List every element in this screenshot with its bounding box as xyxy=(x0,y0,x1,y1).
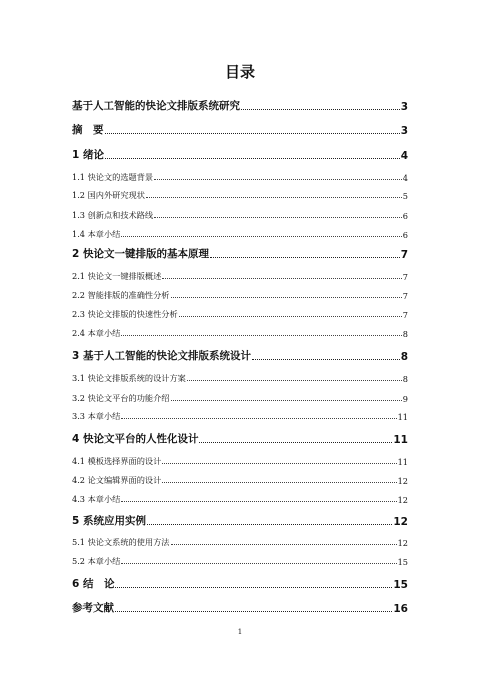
toc-entry-label: 6 结 论 xyxy=(72,578,115,590)
toc-entry-page: 12 xyxy=(397,476,408,486)
toc-entry-page: 9 xyxy=(402,394,408,404)
toc-entry-page: 3 xyxy=(400,125,408,137)
toc-entry-page: 4 xyxy=(400,150,408,162)
toc-entry-page: 11 xyxy=(397,457,408,467)
toc-entry-page: 12 xyxy=(393,516,408,528)
toc-entry-page: 3 xyxy=(400,101,408,113)
toc-entry-page: 15 xyxy=(393,579,408,591)
dot-leader xyxy=(252,359,400,360)
toc-entry[interactable] xyxy=(72,551,408,567)
toc-entry-label: 1.1 快论文的选题背景 xyxy=(72,172,154,182)
toc-entry-page: 11 xyxy=(393,434,408,446)
toc-entry-label: 参考文献 xyxy=(72,602,114,614)
toc-entry-label: 2.2 智能排版的准确性分析 xyxy=(72,290,170,300)
dot-leader xyxy=(105,133,400,134)
toc-entry-page: 7 xyxy=(402,272,408,282)
dot-leader xyxy=(171,297,402,298)
dot-leader xyxy=(162,463,396,464)
toc-entry[interactable] xyxy=(72,146,408,162)
toc-entry-page: 8 xyxy=(402,374,408,384)
toc-entry-label: 1.3 创新点和技术路线 xyxy=(72,210,154,220)
dot-leader xyxy=(147,524,392,525)
toc-entry-label: 4.2 论文编辑界面的设计 xyxy=(72,475,162,485)
dot-leader xyxy=(115,611,392,612)
dot-leader xyxy=(171,544,397,545)
toc-entry-label: 2.3 快论文排版的快速性分析 xyxy=(72,309,178,319)
toc-entry-label: 2 快论文一键排版的基本原理 xyxy=(72,248,209,260)
toc-entry[interactable] xyxy=(72,224,408,240)
dot-leader xyxy=(121,335,401,336)
toc-entry-label: 5 系统应用实例 xyxy=(72,515,146,527)
dot-leader xyxy=(162,278,401,279)
dot-leader xyxy=(105,158,400,159)
toc-entry-page: 15 xyxy=(397,557,408,567)
dot-leader xyxy=(146,197,402,198)
toc-entry[interactable] xyxy=(72,347,408,363)
toc-entry-page: 5 xyxy=(402,191,408,201)
toc-entry-label: 5.2 本章小结 xyxy=(72,556,121,566)
toc-entry[interactable] xyxy=(72,97,408,113)
toc-entry[interactable] xyxy=(72,185,408,201)
toc-entry-page: 7 xyxy=(402,291,408,301)
toc-entry-label: 1.4 本章小结 xyxy=(72,229,121,239)
toc-entry-page: 7 xyxy=(402,310,408,320)
dot-leader xyxy=(199,442,392,443)
toc-entry[interactable] xyxy=(72,368,408,384)
toc-entry[interactable] xyxy=(72,323,408,339)
toc-entry[interactable] xyxy=(72,304,408,320)
toc-entry-page: 12 xyxy=(397,495,408,505)
toc-entry-page: 6 xyxy=(402,211,408,221)
toc-entry[interactable] xyxy=(72,512,408,528)
toc-entry[interactable] xyxy=(72,406,408,422)
dot-leader xyxy=(121,236,401,237)
toc-entry[interactable] xyxy=(72,451,408,467)
dot-leader xyxy=(154,179,402,180)
toc-entry-label: 5.1 快论文系统的使用方法 xyxy=(72,537,170,547)
toc-entry-label: 4.3 本章小结 xyxy=(72,494,121,504)
toc-entry-label: 基于人工智能的快论文排版系统研究 xyxy=(72,100,240,112)
toc-entry-label: 1 绪论 xyxy=(72,149,104,161)
toc-entry[interactable] xyxy=(72,430,408,446)
toc-entry[interactable] xyxy=(72,489,408,505)
toc-entry-label: 4.1 模板选择界面的设计 xyxy=(72,456,162,466)
toc-entry-label: 2.1 快论文一键排版概述 xyxy=(72,271,162,281)
dot-leader xyxy=(171,400,402,401)
toc-entry-label: 4 快论文平台的人性化设计 xyxy=(72,433,199,445)
toc-entry-page: 16 xyxy=(393,603,408,615)
page-number: 1 xyxy=(237,628,243,636)
dot-leader xyxy=(154,217,402,218)
toc-entry[interactable] xyxy=(72,285,408,301)
toc-entry-page: 12 xyxy=(397,538,408,548)
toc-entry-label: 3.1 快论文排版系统的设计方案 xyxy=(72,373,186,383)
toc-entry-page: 8 xyxy=(400,351,408,363)
dot-leader xyxy=(115,587,392,588)
toc-entry-page: 4 xyxy=(402,173,408,183)
toc-entry-label: 1.2 国内外研究现状 xyxy=(72,190,145,200)
toc-entry[interactable] xyxy=(72,470,408,486)
toc-entry-label: 摘 要 xyxy=(72,124,104,136)
toc-entry-page: 8 xyxy=(402,329,408,339)
toc-entry[interactable] xyxy=(72,205,408,221)
toc-entry[interactable] xyxy=(72,245,408,261)
toc-entry-page: 11 xyxy=(397,412,408,422)
toc-entry-label: 3.2 快论文平台的功能介绍 xyxy=(72,393,170,403)
dot-leader xyxy=(210,257,400,258)
toc-title: 目录 xyxy=(224,63,255,81)
toc-entry[interactable] xyxy=(72,121,408,137)
toc-entry-label: 3.3 本章小结 xyxy=(72,411,121,421)
toc-entry-page: 7 xyxy=(400,249,408,261)
toc-entry[interactable] xyxy=(72,266,408,282)
toc-entry[interactable] xyxy=(72,575,408,591)
dot-leader xyxy=(187,380,402,381)
dot-leader xyxy=(121,563,396,564)
toc-entry-page: 6 xyxy=(402,230,408,240)
toc-entry[interactable] xyxy=(72,599,408,615)
toc-entry[interactable] xyxy=(72,388,408,404)
dot-leader xyxy=(162,482,396,483)
toc-entry-label: 2.4 本章小结 xyxy=(72,328,121,338)
dot-leader xyxy=(179,316,402,317)
dot-leader xyxy=(121,501,396,502)
toc-entry[interactable] xyxy=(72,532,408,548)
dot-leader xyxy=(241,109,400,110)
dot-leader xyxy=(121,418,396,419)
toc-entry[interactable] xyxy=(72,167,408,183)
toc-entry-label: 3 基于人工智能的快论文排版系统设计 xyxy=(72,350,251,362)
